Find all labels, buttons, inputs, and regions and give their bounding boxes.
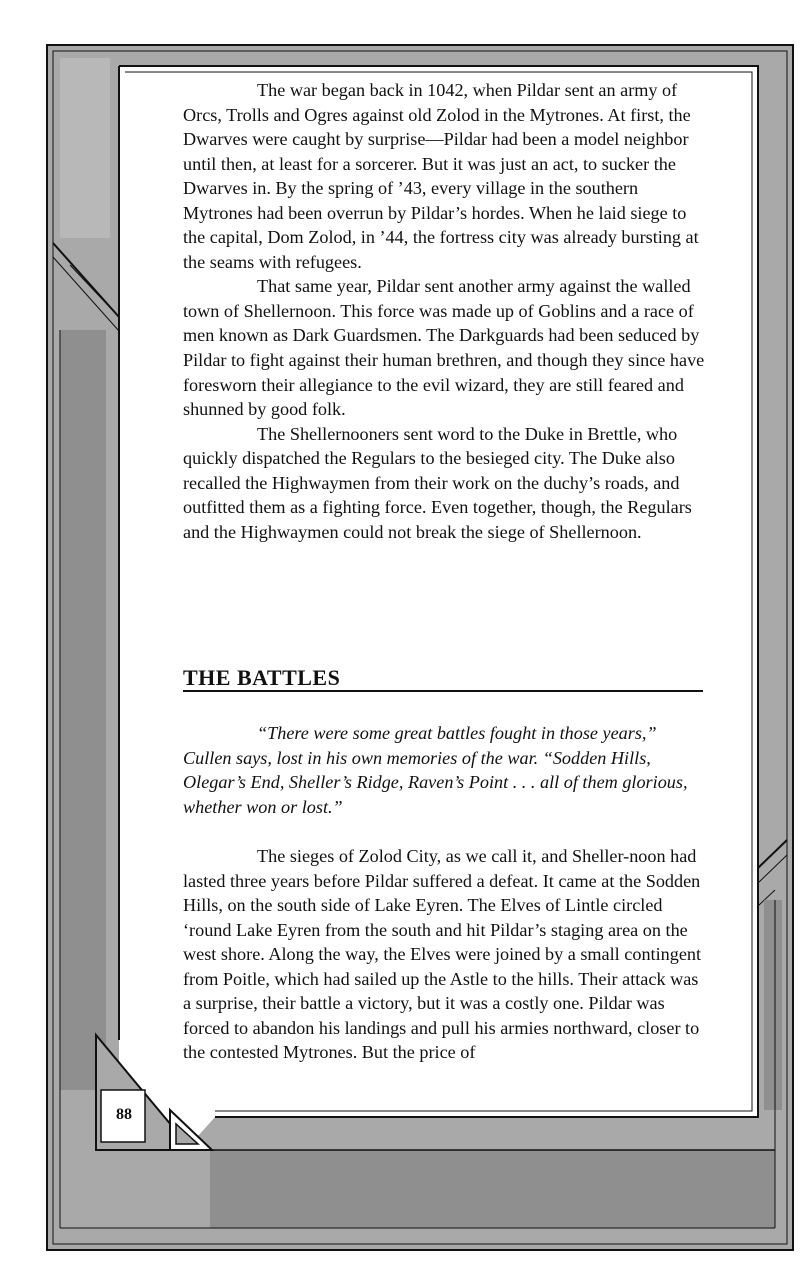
frame-bottom-strip [210, 1150, 775, 1228]
body-after-quote [183, 844, 705, 1065]
paragraph-1: The war began back in 1042, when Pildar sent an army of Orcs, Trolls and Ogres against old Zolod in the Mytrones. At first, the Dwarves were caught by surprise—Pildar had been a model neighbor until then, at least for a sorcerer. But it was just an act, to sucker the Dwarves in. By the spring of ’43, every village in the southern Mytrones had been overrun by Pildar’s hordes. When he laid siege to the capital, Dom Zolod, in ’44, the fortress city was already bursting at the seams with refugees. [183, 80, 699, 272]
frame-top-strip [60, 58, 110, 238]
frame-left-strip [60, 330, 106, 1090]
quote-text: “There were some great battles fought in those years,” Cullen says, lost in his own memories of the war. “Sodden Hills, Olegar’s End, Sheller’s Ridge, Raven’s Point . . . all of them glorious, whether won or lost.” [183, 723, 688, 817]
section-heading-block [183, 664, 703, 692]
frame-right-strip [764, 900, 782, 1110]
paragraph-2: That same year, Pildar sent another army against the walled town of Shellernoon. This force was made up of Goblins and a race of men known as Dark Guardsmen. The Darkguards had been seduced by Pildar to fight against their human brethren, and though they since have foresworn their allegiance to the evil wizard, they are still feared and shunned by good folk. [183, 276, 705, 420]
section-heading: THE BATTLES [183, 665, 341, 690]
paragraph-4: The sieges of Zolod City, as we call it, and Sheller-noon had lasted three years before Pildar suffered a defeat. It came at the Sodden Hills, on the south side of Lake Eyren. The Elves of Lintle circled ‘round Lake Eyren from the south and hit Pildar’s staging area on the west shore. Along the way, the Elves were joined by a small contingent from Poitle, which had sailed up the Astle to the hills. Their attack was a surprise, their battle a victory, but it was a costly one. Pildar was forced to abandon his landings and pull his armies northward, closer to the contested Mytrones. But the price of [183, 846, 702, 1063]
main-text [183, 78, 705, 544]
page-number: 88 [116, 1106, 132, 1123]
paragraph-3: The Shellernooners sent word to the Duke in Brettle, who quickly dispatched the Regulars to the besieged city. The Duke also recalled the Highwaymen from their work on the duchy’s roads, and outfitted them as a fighting force. Even together, though, the Regulars and the Highwaymen could not break the siege of Shellernoon. [183, 423, 692, 542]
heading-underline [183, 690, 703, 692]
quote-block [183, 721, 705, 819]
